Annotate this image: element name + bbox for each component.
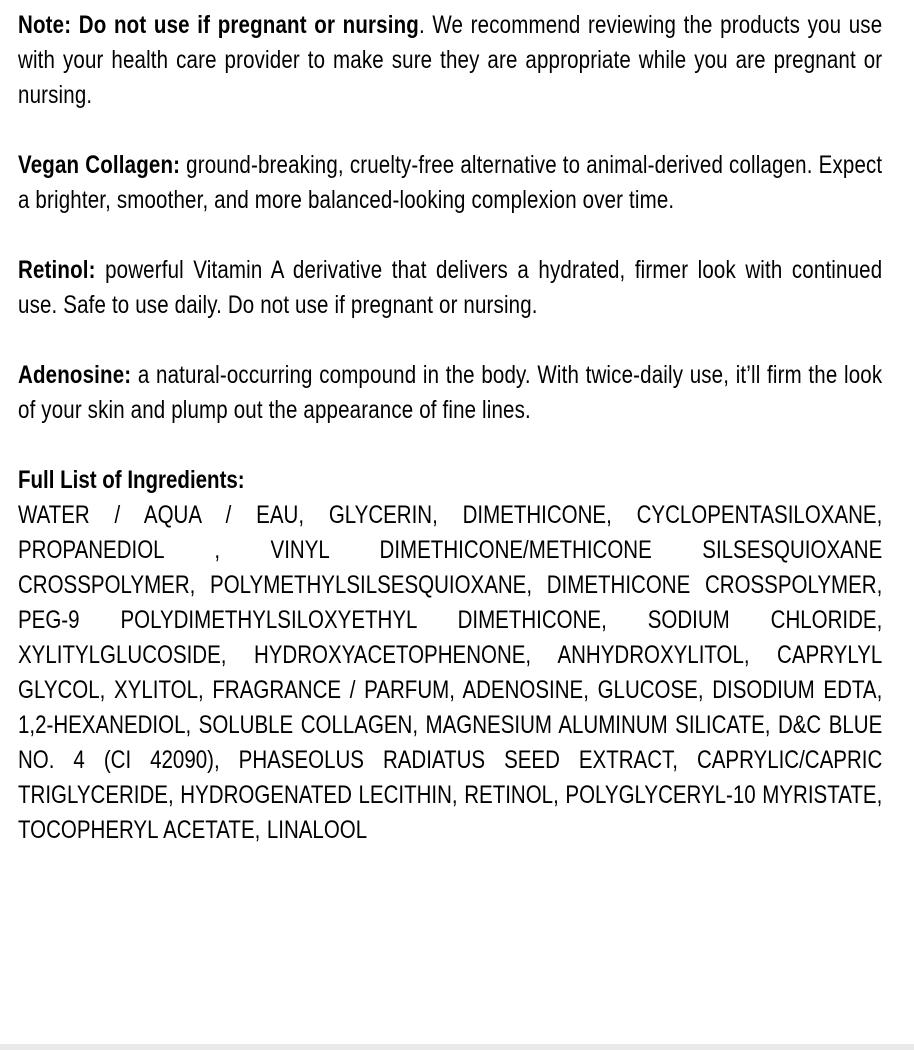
retinol-heading: Retinol:: [18, 256, 96, 284]
vegan-collagen-text: ground-breaking, cruelty-free alternative to animal-derived collagen. Expect a brighter, smoother, and more balanced-looking complexion over time.: [18, 151, 883, 214]
note-heading: Note: Do not use if pregnant or nursing: [18, 11, 419, 39]
product-info-document: [18, 8, 882, 848]
adenosine-text: a natural-occurring compound in the body. With twice-daily use, it’ll firm the look of your skin and plump out the appearance of fine lines.: [18, 361, 883, 424]
ingredients-heading: Full List of Ingredients:: [18, 466, 245, 494]
ingredients-list: WATER / AQUA / EAU, GLYCERIN, DIMETHICONE, CYCLOPENTASILOXANE, PROPANEDIOL , VINYL DIMETHICONE/METHICONE SILSESQUIOXANE CROSSPOLYMER, POLYMETHYLSILSESQUIOXANE, DIMETHICONE CROSSPOLYMER, PEG-9 POLYDIMETHYLSILOXYETHYL DIMETHICONE, SODIUM CHLORIDE, XYLITYLGLUCOSIDE, HYDROXYACETOPHENONE, ANHYDROXYLITOL, CAPRYLYL GLYCOL, XYLITOL, FRAGRANCE / PARFUM, ADENOSINE, GLUCOSE, DISODIUM EDTA, 1,2-HEXANEDIOL, SOLUBLE COLLAGEN, MAGNESIUM ALUMINUM SILICATE, D&C BLUE NO. 4 (CI 42090), PHASEOLUS RADIATUS SEED EXTRACT, CAPRYLIC/CAPRIC TRIGLYCERIDE, HYDROGENATED LECITHIN, RETINOL, POLYGLYCERYL-10 MYRISTATE, TOCOPHERYL ACETATE, LINALOOL: [18, 501, 883, 844]
adenosine-section: [18, 358, 882, 428]
bottom-divider: [0, 1044, 914, 1050]
note-text: . We recommend reviewing the products you use with your health care provider to make sure they are appropriate while you are pregnant or nursing.: [18, 11, 883, 109]
vegan-collagen-heading: Vegan Collagen:: [18, 151, 181, 179]
pregnancy-note: [18, 8, 882, 113]
retinol-section: [18, 253, 882, 323]
retinol-text: powerful Vitamin A derivative that delivers a hydrated, firmer look with continued use. Safe to use daily. Do not use if pregnant or nursing.: [18, 256, 883, 319]
adenosine-heading: Adenosine:: [18, 361, 132, 389]
vegan-collagen-section: [18, 148, 882, 218]
